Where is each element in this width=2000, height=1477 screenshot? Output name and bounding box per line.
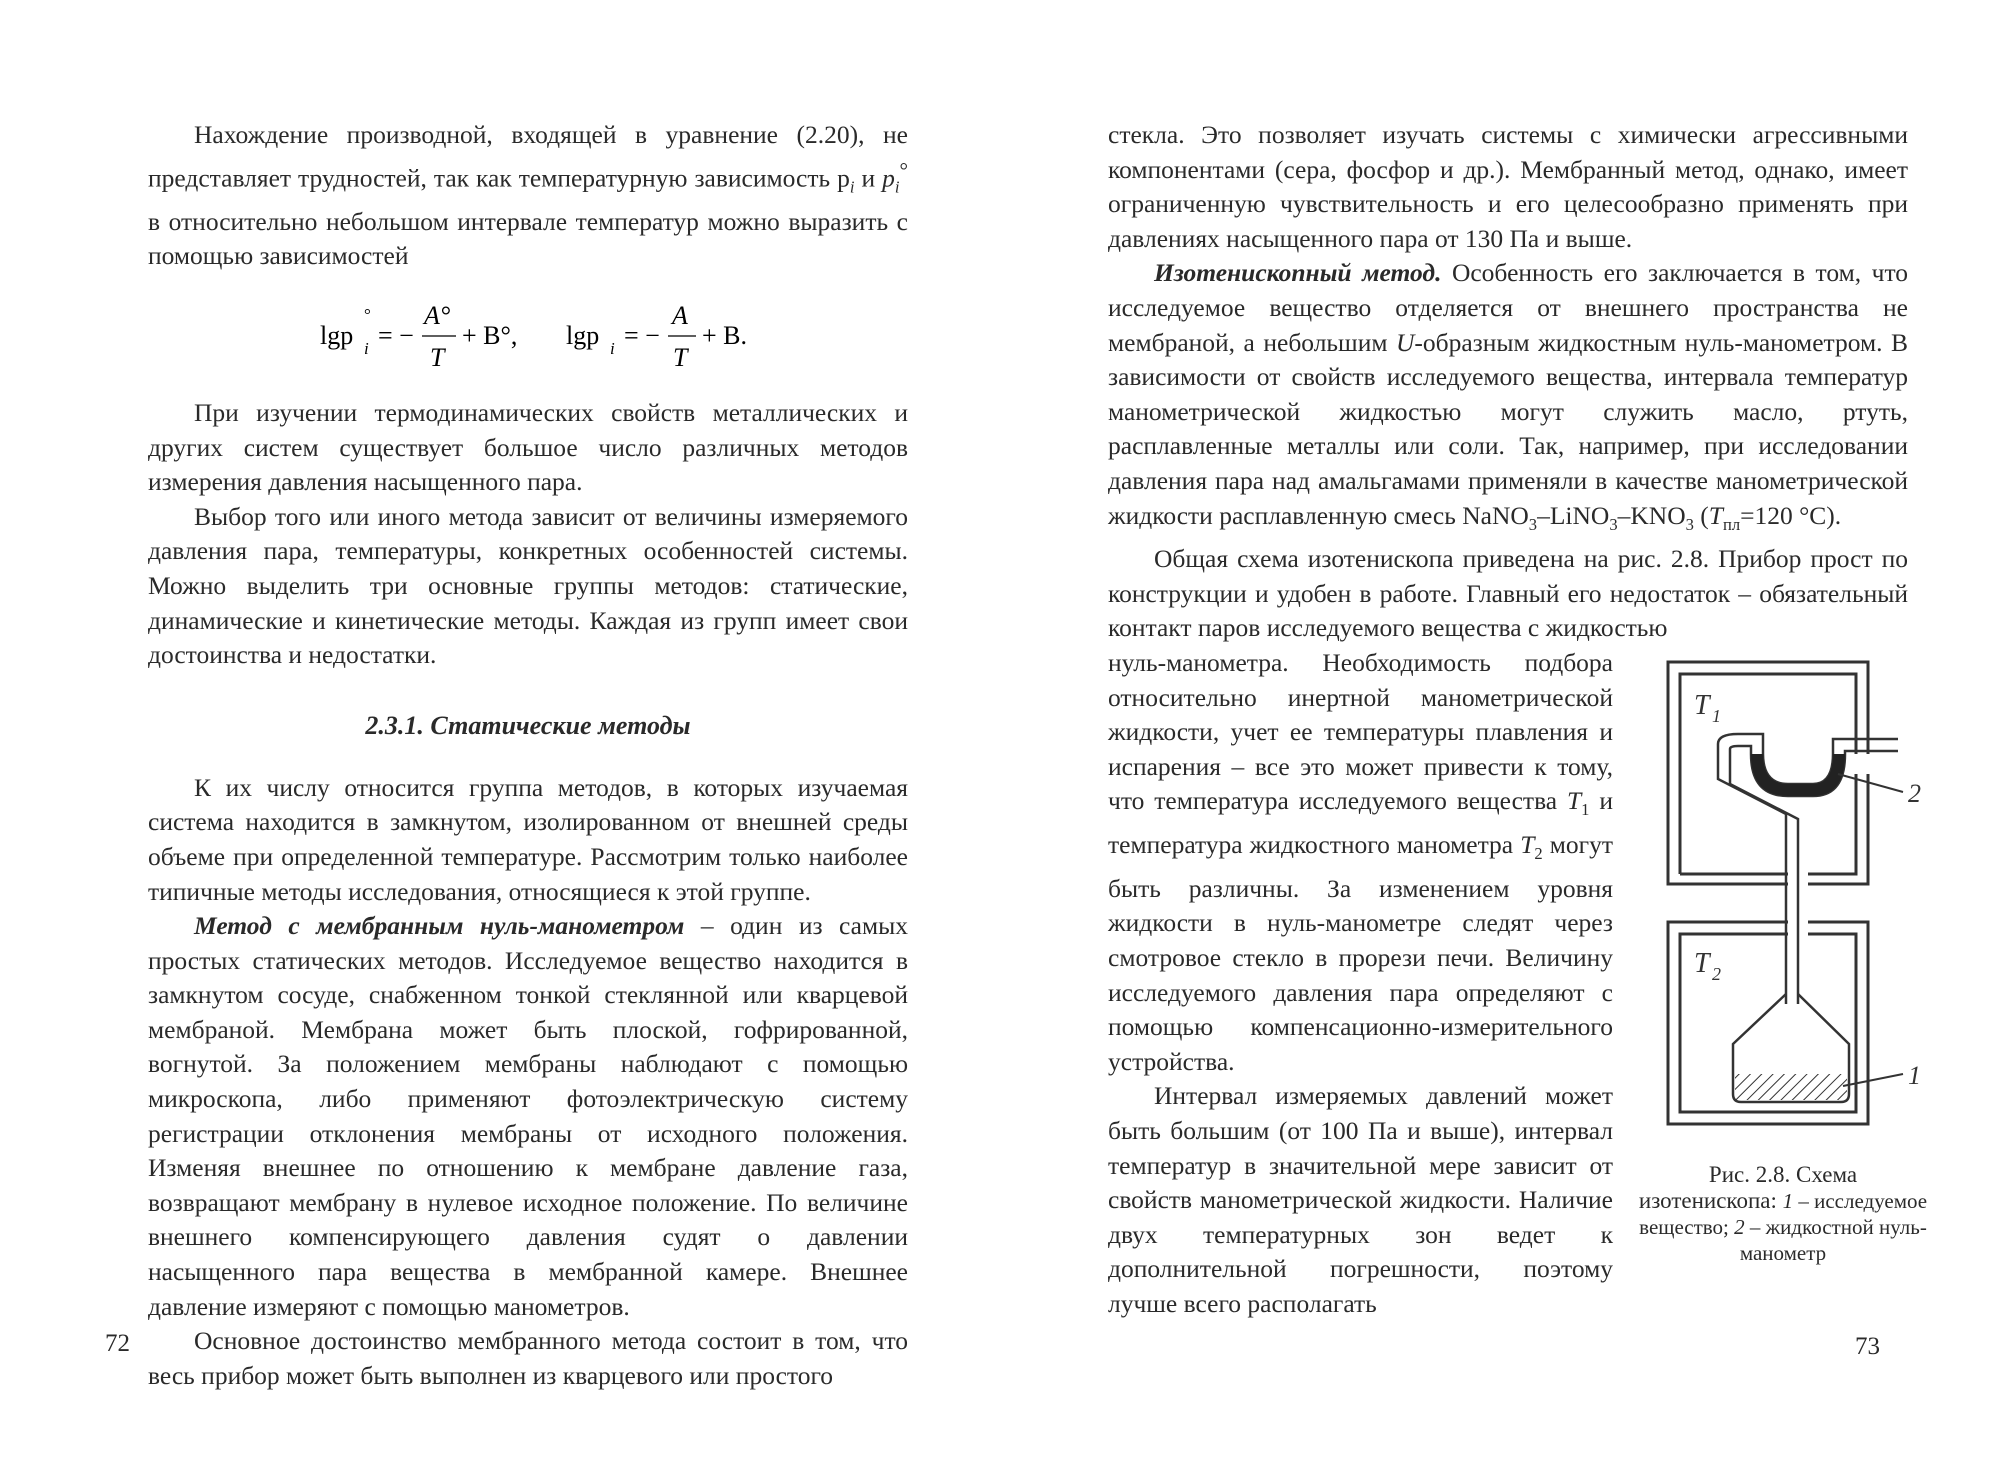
paragraph: Изотенископный метод. Особенность его заключается в том, что исследуемое вещество отделяется от внешнего пространства не мембраной, а небольшим U-образным жидкостным нуль-манометром. В зависимости от свойств исследуемого вещества, интервала температур манометрической жидкостью могут служить масло, ртуть, расплавленные металлы или соли. Так, например, при исследовании давления пара над амальгамами применяли в качестве манометрической жидкости расплавленную смесь $NaNO_3-LiNO_3-KNO_3$ ($T_{пл}=120$ °C).	[1108, 258, 1909, 534]
paragraph: Основное достоинство мембранного метода состоит в том, что весь прибор может быть выполнен из кварцевого или простого	[148, 1326, 908, 1390]
paragraph: К их числу относится группа методов, в которых изучаемая система находится в замкнутом, изолированном от внешней среды объеме при определенной температуре. Рассмотрим только наиболее типичные методы исследования, относящиеся к этой группе.	[148, 772, 908, 906]
label-2: 2	[1908, 779, 1921, 808]
paragraph: Нахождение производной, входящей в уравнение (2.20), не представляет трудностей, так как температурную зависимость $p_i$ и $p_i^\circ$ в относительно небольшом интервале температур можно выразить с помощью зависимостей	[148, 120, 909, 271]
formula-1-sub: i	[364, 338, 369, 358]
label-t1-sub: 1	[1712, 706, 1721, 726]
formula-2-num: A	[672, 300, 688, 330]
figure-caption: Рис. 2.8. Схема изотенископа: 1 – исследуемое вещество; 2 – жидкостной нуль-манометр	[1638, 1162, 1928, 1265]
formula	[148, 280, 908, 390]
isoteniscope-diagram	[1638, 654, 1928, 1154]
formula-1-tail: + B°,	[462, 320, 518, 350]
manometer-liquid	[1751, 754, 1845, 796]
leader-line	[1838, 774, 1903, 792]
formula-1-lhs: lgp	[320, 320, 354, 350]
paragraph: Выбор того или иного метода зависит от величины измеряемого давления пара, температуры, конкретных особенностей системы. Можно выделить три основные группы методов: статические, динамические и кинетические методы. Каждая из групп имеет свои достоинства и недостатки.	[148, 501, 908, 670]
figure-block	[1108, 646, 1928, 1321]
formula-1-den: T	[430, 342, 445, 372]
paragraph: Метод с мембранным нуль-манометром – один из самых простых статических методов. Исследуемое вещество находится в замкнутом сосуде, снабженном тонкой стеклянной или кварцевой мембраной. Мембрана может быть плоской, гофрированной, вогнутой. За положением мембраны наблюдают с помощью микроскопа, либо применяют фотоэлектрическую систему регистрации отклонения мембраны от исходного положения. Изменяя внешнее по отношению к мембране давление газа, возвращают мембрану в нулевое исходное положение. По величине внешнего компенсирующего давления судят о давлении насыщенного пара вещества в мембранной камере. Внешнее давление измеряют с помощью манометров.	[148, 911, 908, 1321]
paragraph: нуль-манометра. Необходимость подбора относительно инертной манометрической жидкости, учет ее температуры плавления и испарения – все это может привести к тому, что температура исследуемого вещества $T_1$ и температура жидкостного манометра $T_2$ могут быть различны. За изменением уровня жидкости в нуль-манометре следят через смотровое стекло в прорези печи. Величину исследуемого давления пара определяют с помощью компенсационно-измерительного устройства.	[1108, 648, 1613, 1076]
paragraph: Общая схема изотенископа приведена на рис. 2.8. Прибор прост по конструкции и удобен в работе. Главный его недостаток – обязательный контакт паров исследуемого вещества с жидкостью	[1108, 544, 1908, 643]
paragraph: При изучении термодинамических свойств металлических и других систем существует большое число различных методов измерения давления насыщенного пара.	[148, 397, 908, 497]
glass-tube	[1718, 734, 1898, 1004]
label-1: 1	[1908, 1061, 1921, 1090]
run-in-heading: Изотенископный метод.	[1154, 258, 1442, 288]
wrapped-text	[1108, 646, 1613, 1321]
left-page	[148, 118, 908, 1393]
page-number-right: 73	[1855, 1333, 1880, 1360]
label-t1: T	[1694, 690, 1710, 721]
run-in-heading: Метод с мембранным нуль-манометром	[194, 911, 685, 941]
formula-2-tail: + B.	[702, 320, 748, 350]
label-t2-sub: 2	[1712, 964, 1721, 984]
sample-substance	[1735, 1074, 1847, 1100]
leader-line	[1843, 1074, 1903, 1086]
formula-svg	[318, 280, 758, 390]
formula-1-eq: = −	[378, 320, 414, 350]
paragraph: Интервал измеряемых давлений может быть большим (от 100 Па и выше), интервал температур в значительной мере зависит от свойств манометрической жидкости. Наличие двух температурных зон ведет к дополнительной погрешности, поэтому лучше всего располагать	[1108, 1081, 1613, 1318]
section-heading: 2.3.1. Статические методы	[365, 710, 691, 740]
formula-2-den: T	[673, 342, 688, 372]
formula-1-num: A°	[424, 300, 451, 330]
formula-2-lhs: lgp	[566, 320, 600, 350]
formula-1-degree: °	[364, 304, 371, 324]
page-number-left: 72	[105, 1330, 130, 1357]
paragraph: стекла. Это позволяет изучать системы с химически агрессивными компонентами (сера, фосфор и др.). Мембранный метод, однако, имеет ограниченную чувствительность и его целесообразно применять при давлениях насыщенного пара от 130 Па и выше.	[1108, 120, 1908, 253]
formula-2-eq: = −	[624, 320, 660, 350]
right-page	[1108, 118, 1928, 1321]
formula-2-sub: i	[610, 338, 615, 358]
label-t2: T	[1694, 948, 1710, 979]
